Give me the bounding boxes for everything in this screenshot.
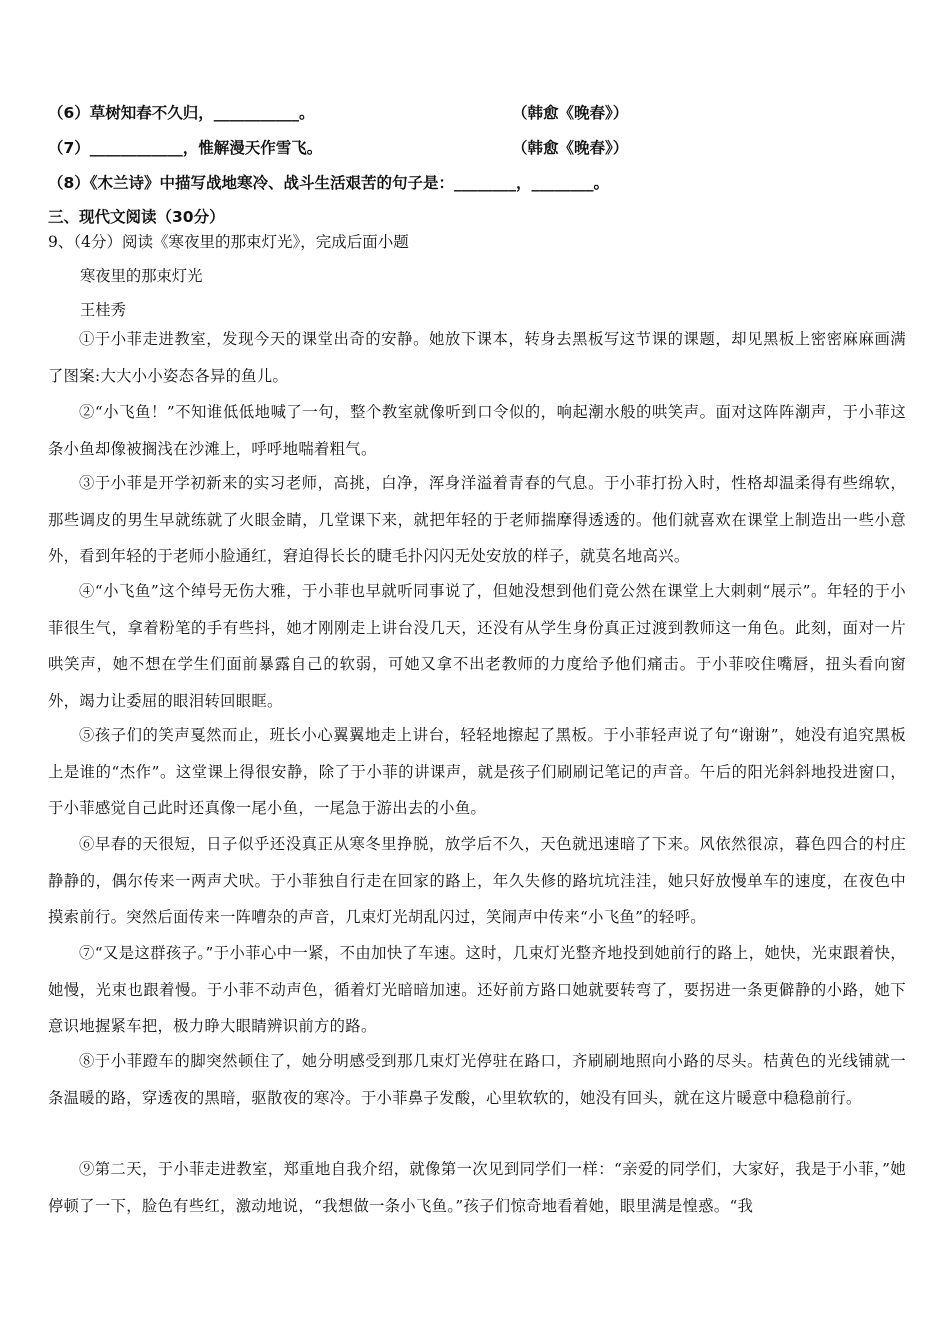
question-prompt: 9、（4分）阅读《寒夜里的那束灯光》，完成后面小题	[48, 233, 409, 251]
article-paragraph-2: ②“小飞鱼！”不知谁低低地喊了一句，整个教室就像听到口令似的，响起潮水般的哄笑声。面对这阵阵潮声，于小菲这条小鱼却像被搁浅在沙滩上，呼呼地喘着粗气。	[48, 403, 906, 458]
article-author: 王桂秀	[80, 301, 126, 319]
article-paragraph-8: ⑧于小菲蹬车的脚突然顿住了，她分明感受到那几束灯光停驻在路口，齐刷刷地照向小路的尽头。桔黄色的光线铺就一条温暖的路，穿透夜的黑暗，驱散夜的寒冷。于小菲鼻子发酸，心里软软的，她没有回头，就在这片暖意中稳稳前行。	[48, 1052, 906, 1107]
article-paragraph-6: ⑥早春的天很短，日子似乎还没真正从寒冬里挣脱，放学后不久，天色就迅速暗了下来。风依然很凉，暮色四合的村庄静静的，偶尔传来一两声犬吠。于小菲独自行走在回家的路上，年久失修的路坑坑洼洼，她只好放慢单车的速度，在夜色中摸索前行。突然后面传来一阵嘈杂的声音，几束灯光胡乱闪过，笑闹声中传来“小飞鱼”的轻呼。	[48, 835, 906, 927]
section-heading: 三、现代文阅读（30分）	[48, 208, 225, 226]
poetry-line-8: （8）《木兰诗》中描写战地寒冷、战斗生活艰苦的句子是：________，________。	[48, 174, 610, 192]
poetry-source-7: （韩愈《晚春》）	[512, 139, 629, 157]
article-title: 寒夜里的那束灯光	[80, 267, 203, 285]
poetry-line-7: （7）____________，惟解漫天作雪飞。	[48, 139, 323, 157]
article-paragraph-1: ①于小菲走进教室，发现今天的课堂出奇的安静。她放下课本，转身去黑板写这节课的课题，却见黑板上密密麻麻画满了图案:大大小小姿态各异的鱼儿。	[48, 330, 906, 385]
article-paragraph-7: ⑦“又是这群孩子。”于小菲心中一紧，不由加快了车速。这时，几束灯光整齐地投到她前行的路上，她快，光束跟着快，她慢，光束也跟着慢。于小菲不动声色，循着灯光暗暗加速。还好前方路口她就要转弯了，要拐进一条更僻静的小路，她下意识地握紧车把，极力睁大眼睛辨识前方的路。	[48, 944, 906, 1036]
article-paragraph-9: ⑨第二天，于小菲走进教室，郑重地自我介绍，就像第一次见到同学们一样：“亲爱的同学们，大家好，我是于小菲，”她停顿了一下，脸色有些红，激动地说，“我想做一条小飞鱼。”孩子们惊奇地看着她，眼里满是惶惑。“我	[48, 1160, 906, 1215]
poetry-source-6: （韩愈《晚春》）	[512, 104, 629, 122]
article-paragraph-3: ③于小菲是开学初新来的实习老师，高挑，白净，浑身洋溢着青春的气息。于小菲打扮入时，性格却温柔得有些绵软，那些调皮的男生早就练就了火眼金睛，几堂课下来，就把年轻的于老师揣摩得透透的。他们就喜欢在课堂上制造出一些小意外，看到年轻的于老师小脸通红，窘迫得长长的睫毛扑闪闪无处安放的样子，就莫名地高兴。	[48, 474, 906, 566]
poetry-line-6: （6）草树知春不久归，___________。	[48, 104, 315, 122]
article-paragraph-4: ④“小飞鱼”这个绰号无伤大雅，于小菲也早就听同事说了，但她没想到他们竟公然在课堂上大刺刺“展示”。年轻的于小菲很生气，拿着粉笔的手有些抖，她才刚刚走上讲台没几天，还没有从学生身份真正过渡到教师这一角色。此刻，面对一片哄笑声，她不想在学生们面前暴露自己的软弱，可她又拿不出老教师的力度给予他们痛击。于小菲咬住嘴唇，扭头看向窗外，竭力让委屈的眼泪转回眼眶。	[48, 582, 906, 710]
article-paragraph-5: ⑤孩子们的笑声戛然而止，班长小心翼翼地走上讲台，轻轻地擦起了黑板。于小菲轻声说了句“谢谢”，她没有追究黑板上是谁的“杰作”。这堂课上得很安静，除了于小菲的讲课声，就是孩子们刷刷记笔记的声音。午后的阳光斜斜地投进窗口，于小菲感觉自己此时还真像一尾小鱼，一尾急于游出去的小鱼。	[48, 726, 906, 818]
